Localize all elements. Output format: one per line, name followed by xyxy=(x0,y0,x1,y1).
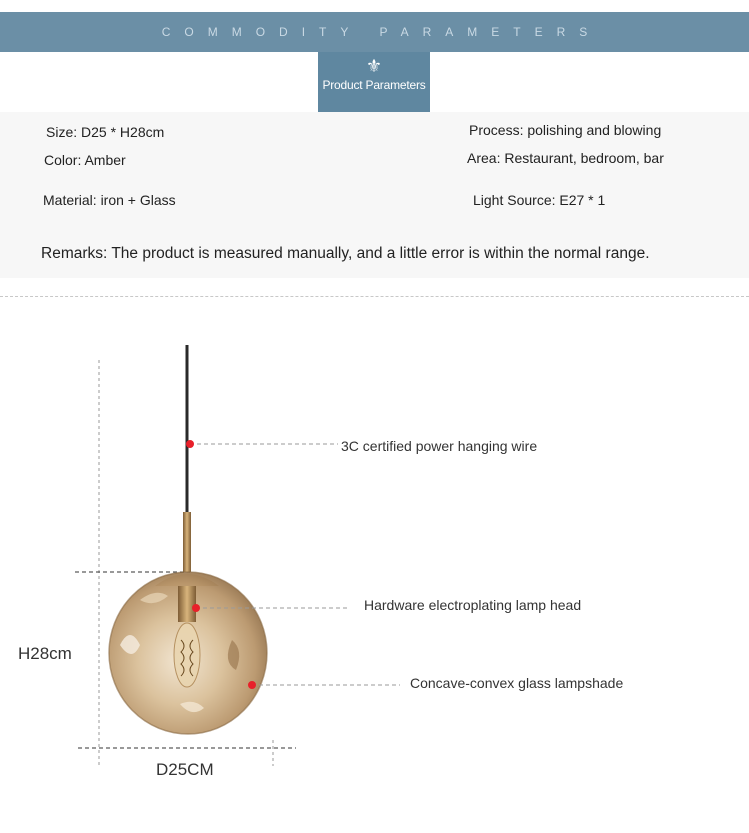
param-material: Material: iron + Glass xyxy=(43,192,176,208)
edison-bulb xyxy=(174,623,200,687)
param-color: Color: Amber xyxy=(44,152,126,168)
param-process: Process: polishing and blowing xyxy=(469,122,662,138)
banner-title: COMMODITY PARAMETERS xyxy=(161,25,602,39)
wire-marker xyxy=(186,440,194,448)
lamp-diagram xyxy=(0,300,749,833)
section-banner xyxy=(0,12,749,52)
dashed-divider xyxy=(0,296,749,297)
height-label: H28cm xyxy=(18,644,72,663)
param-area: Area: Restaurant, bedroom, bar xyxy=(467,150,664,166)
param-light-source: Light Source: E27 * 1 xyxy=(473,192,606,208)
product-parameters-tab xyxy=(318,52,430,112)
shade-marker xyxy=(248,681,256,689)
param-size: Size: D25 * H28cm xyxy=(46,124,165,140)
width-label: D25CM xyxy=(156,760,214,779)
remarks-text: Remarks: The product is measured manually, and a little error is within the normal range. xyxy=(41,245,650,262)
brass-rod xyxy=(183,512,191,572)
callout-lamp-head: Hardware electroplating lamp head xyxy=(364,597,582,613)
callout-lampshade: Concave-convex glass lampshade xyxy=(410,675,624,691)
head-marker xyxy=(192,604,200,612)
tab-label: Product Parameters xyxy=(322,78,426,92)
fleur-de-lis-icon: ⚜ xyxy=(365,56,383,77)
lamp-socket xyxy=(178,586,196,622)
callout-wire: 3C certified power hanging wire xyxy=(341,438,538,454)
